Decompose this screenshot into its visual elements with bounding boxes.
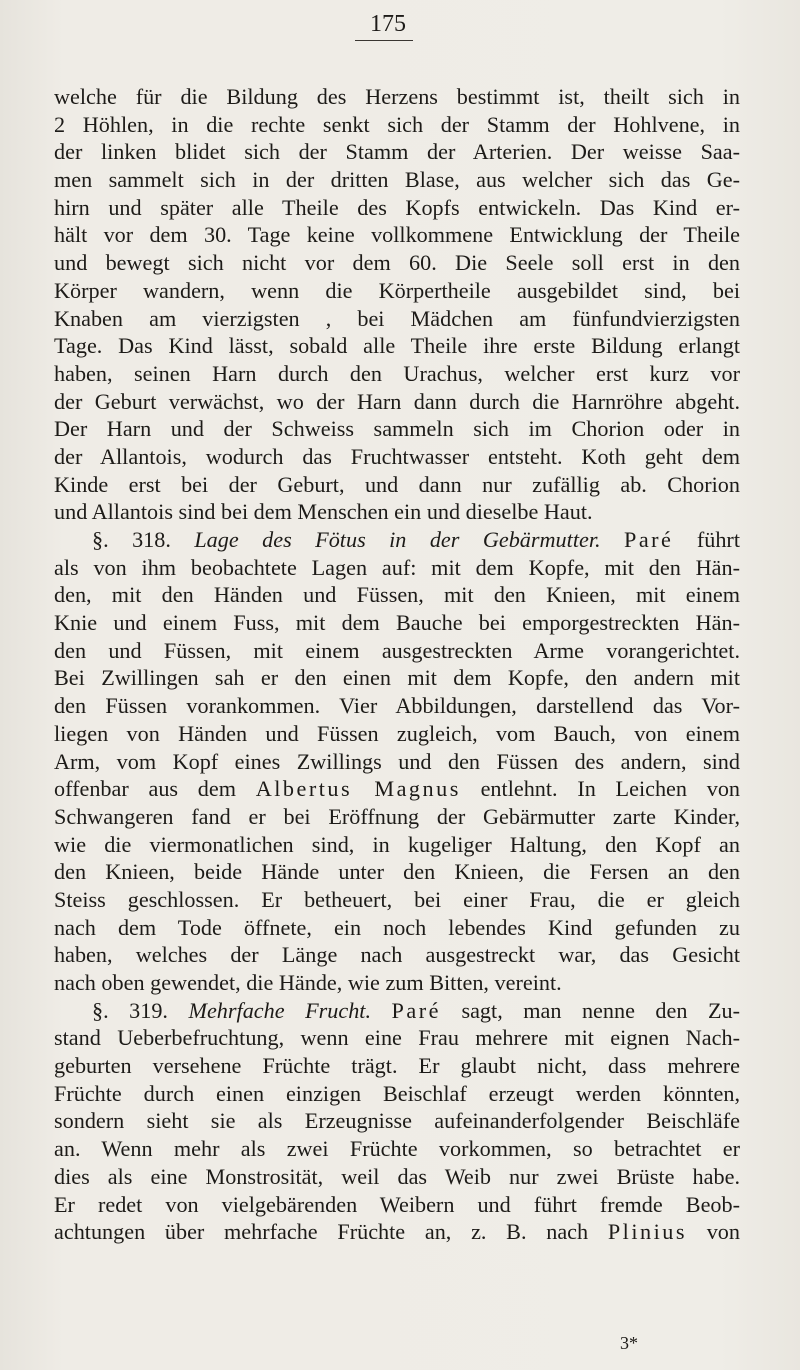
text-line: welche für die Bildung des Herzens bestimmt ist, theilt sich in [54,84,740,109]
author-name: Paré [391,997,441,1023]
text-line: haben, welches der Länge nach ausgestreckt war, das Gesicht [54,942,740,968]
text-segment: von [687,1219,740,1245]
text-line: Knaben am vierzigsten , bei Mädchen am fünfundvierzigsten [54,305,740,331]
text-line: an. Wenn mehr als zwei Früchte vorkommen, so betrachtet er [54,1136,740,1162]
text-line: als von ihm beobachtete Lagen auf: mit dem Kopfe, mit den Hän- [54,554,740,580]
text-line: Bei Zwillingen sah er den einen mit dem Kopfe, den andern mit [54,665,740,691]
text-line [54,997,740,1025]
author-name: Plinius [607,1219,687,1245]
text-line: und bewegt sich nicht vor dem 60. Die Seele soll erst in den [54,250,740,276]
text-line: Früchte durch einen einzigen Beischlaf erzeugt werden könnten, [54,1080,740,1106]
text-line: 2 Höhlen, in die rechte senkt sich der Stamm der Hohlvene, in [54,111,740,137]
text-segment: entlehnt. In Leichen von [460,776,741,802]
text-line: Körper wandern, wenn die Körpertheile ausgebildet sind, bei [54,277,740,303]
text-segment [601,527,624,552]
text-segment: sagt, man nenne den Zu- [440,997,740,1023]
text-line: Tage. Das Kind lässt, sobald alle Theile ihre erste Bildung erlangt [54,333,740,359]
text-line: Steiss geschlossen. Er betheuert, bei einer Frau, die er gleich [54,886,740,912]
text-segment: §. 319. [92,997,189,1023]
text-line: den Füssen vorankommen. Vier Abbildungen, darstellend das Vor- [54,693,740,719]
section-heading: Lage des Fötus in der Gebärmutter. [194,527,601,552]
text-line: hirn und später alle Theile des Kopfs entwickeln. Das Kind er- [54,194,740,220]
text-line: nach oben gewendet, die Hände, wie zum Bitten, vereint. [54,970,562,995]
text-line: und Allantois sind bei dem Menschen ein und dieselbe Haut. [54,499,593,525]
text-segment: offenbar aus dem [54,776,256,802]
text-line: sondern sieht sie als Erzeugnisse aufeinanderfolgender Beischläfe [54,1108,740,1134]
body-text [54,83,740,1246]
author-name: Albertus Magnus [255,776,461,802]
text-line [54,775,740,803]
text-line [54,526,740,554]
printer-signature-mark: 3* [620,1333,638,1353]
author-name: Paré [623,527,674,552]
text-line: der linken blidet sich der Stamm der Arterien. Der weisse Saa- [54,139,740,165]
text-line: stand Ueberbefruchtung, wenn eine Frau mehrere mit eignen Nach- [54,1025,740,1051]
text-segment: achtungen über mehrfache Früchte an, z. B. nach [54,1219,608,1245]
text-line: den Knieen, beide Hände unter den Knieen, die Fersen an den [54,859,740,885]
text-line: hält vor dem 30. Tage keine vollkommene Entwicklung der Theile [54,222,740,248]
text-line: Schwangeren fand er bei Eröffnung der Gebärmutter zarte Kinder, [54,803,740,829]
text-line: geburten versehene Früchte trägt. Er glaubt nicht, dass mehrere [54,1053,740,1079]
text-line: Er redet von vielgebärenden Weibern und führt fremde Beob- [54,1191,740,1217]
text-line: men sammelt sich in der dritten Blase, aus welcher sich das Ge- [54,167,740,193]
text-line: liegen von Händen und Füssen zugleich, vom Bauch, von einem [54,720,740,746]
section-heading: Mehrfache Frucht. [188,997,372,1023]
text-segment [371,998,392,1023]
text-line: nach dem Tode öffnete, ein noch lebendes Kind gefunden zu [54,914,740,940]
text-line: der Allantois, wodurch das Fruchtwasser entsteht. Koth geht dem [54,443,740,469]
text-line: der Geburt verwächst, wo der Harn dann durch die Harnröhre abgeht. [54,388,740,414]
text-line: haben, seinen Harn durch den Urachus, welcher erst kurz vor [54,360,740,386]
text-line: wie die viermonatlichen sind, in kugeliger Haltung, den Kopf an [54,831,740,857]
page-number: 175 [370,11,406,37]
text-segment: §. 318. [92,527,195,552]
text-line: Arm, vom Kopf eines Zwillings und den Füssen des andern, sind [54,748,740,774]
text-line [54,1218,740,1246]
header-rule [355,40,413,41]
text-line: Kinde erst bei der Geburt, und dann nur zufällig ab. Chorion [54,471,740,497]
text-line: den und Füssen, mit einem ausgestreckten Arme vorangerichtet. [54,637,740,663]
text-line: den, mit den Händen und Füssen, mit den Knieen, mit einem [54,582,740,608]
text-segment: führt [673,527,740,552]
text-line: Der Harn und der Schweiss sammeln sich im Chorion oder in [54,416,740,442]
text-line: Knie und einem Fuss, mit dem Bauche bei emporgestreckten Hän- [54,610,740,636]
text-line: dies als eine Monstrosität, weil das Weib nur zwei Brüste habe. [54,1163,740,1189]
